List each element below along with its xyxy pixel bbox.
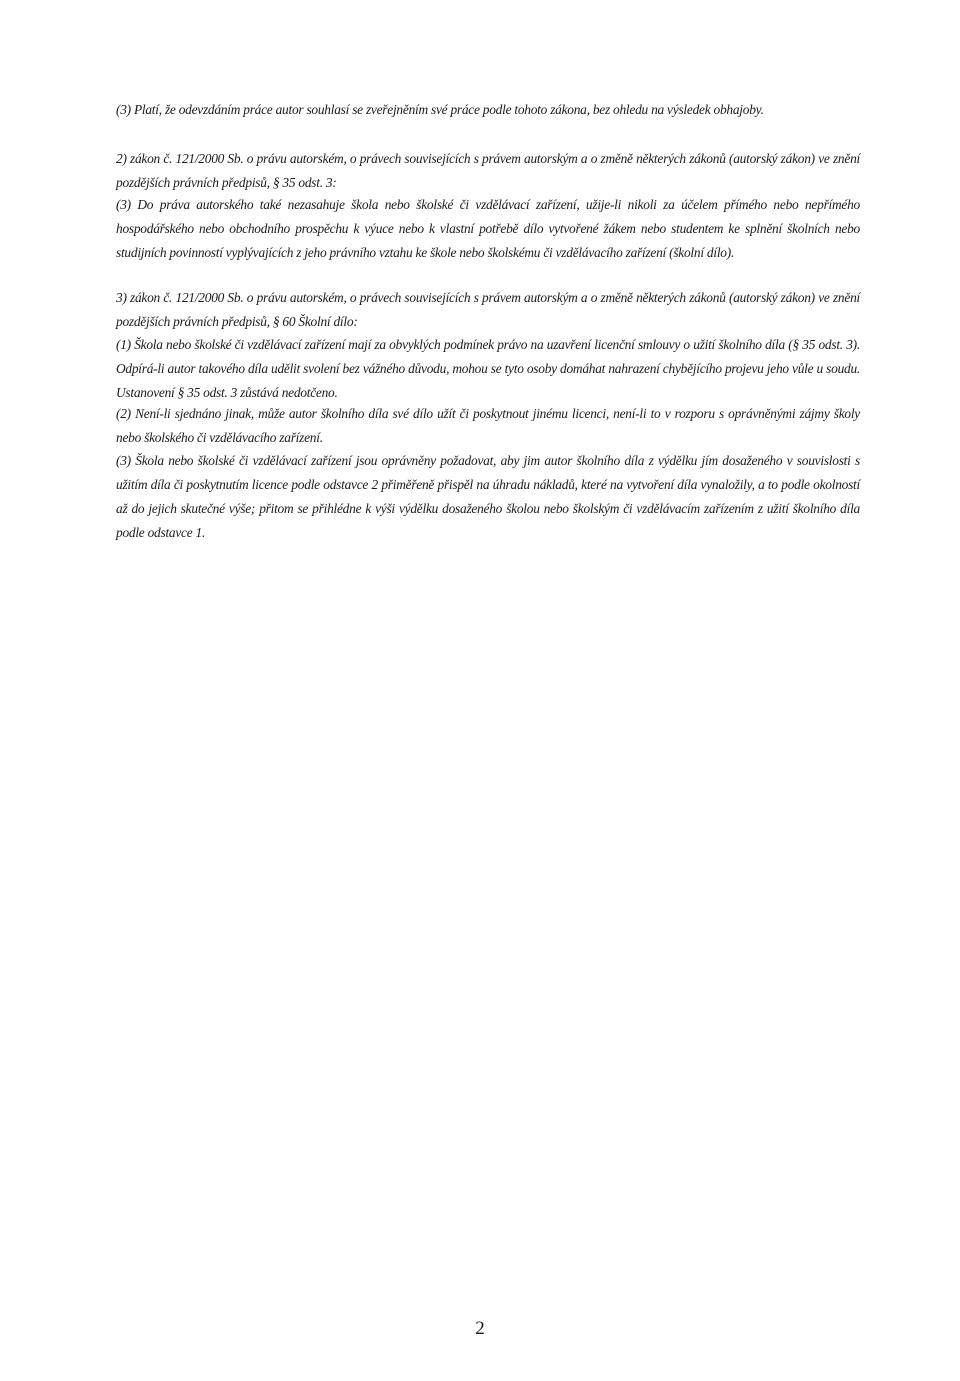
paragraph-consent-statement: (3) Platí, že odevzdáním práce autor souhlasí se zveřejněním své práce podle tohoto zákona, bez ohledu na výsledek obhajoby.: [116, 102, 764, 117]
paragraph-section-60-2: (2) Není-li sjednáno jinak, může autor školního díla své dílo užít či poskytnout jinému licenci, není-li to v rozporu s oprávněnými zájmy školy nebo školského či vzdělávacího zařízení.: [116, 406, 860, 445]
footnote-2-reference: 2) zákon č. 121/2000 Sb. o právu autorském, o právech souvisejících s právem autorským a o změně některých zákonů (autorský zákon) ve znění pozdějších právních předpisů, § 35 odst. 3:: [116, 151, 860, 190]
paragraph-section-35-3: (3) Do práva autorského také nezasahuje škola nebo školské či vzdělávací zařízení, užije-li nikoli za účelem přímého nebo nepřímého hospodářského nebo obchodního prospěchu k výuce nebo k vlastní potřebě dílo vytvořené žákem nebo studentem ke splnění školních nebo studijních povinností vyplývajících z jeho právního vztahu ke škole nebo školskému či vzdělávacího zařízení (školní dílo).: [116, 197, 860, 260]
paragraph-section-60-1: (1) Škola nebo školské či vzdělávací zařízení mají za obvyklých podmínek právo na uzavření licenční smlouvy o užití školního díla (§ 35 odst. 3). Odpírá-li autor takového díla udělit svolení bez vážného důvodu, mohou se tyto osoby domáhat nahrazení chybějícího projevu jeho vůle u soudu. Ustanovení § 35 odst. 3 zůstává nedotčeno.: [116, 337, 860, 400]
footnote-3-reference: 3) zákon č. 121/2000 Sb. o právu autorském, o právech souvisejících s právem autorským a o změně některých zákonů (autorský zákon) ve znění pozdějších právních předpisů, § 60 Školní dílo:: [116, 290, 860, 329]
paragraph-section-60-3: (3) Škola nebo školské či vzdělávací zařízení jsou oprávněny požadovat, aby jim autor školního díla z výdělku jím dosaženého v souvislosti s užitím díla či poskytnutím licence podle odstavce 2 přiměřeně přispěl na úhradu nákladů, které na vytvoření díla vynaložily, a to podle okolností až do jejich skutečné výše; přitom se přihlédne k výši výdělku dosaženého školou nebo školským či vzdělávacím zařízením z užití školního díla podle odstavce 1.: [116, 453, 860, 540]
page-number: 2: [475, 1318, 485, 1339]
